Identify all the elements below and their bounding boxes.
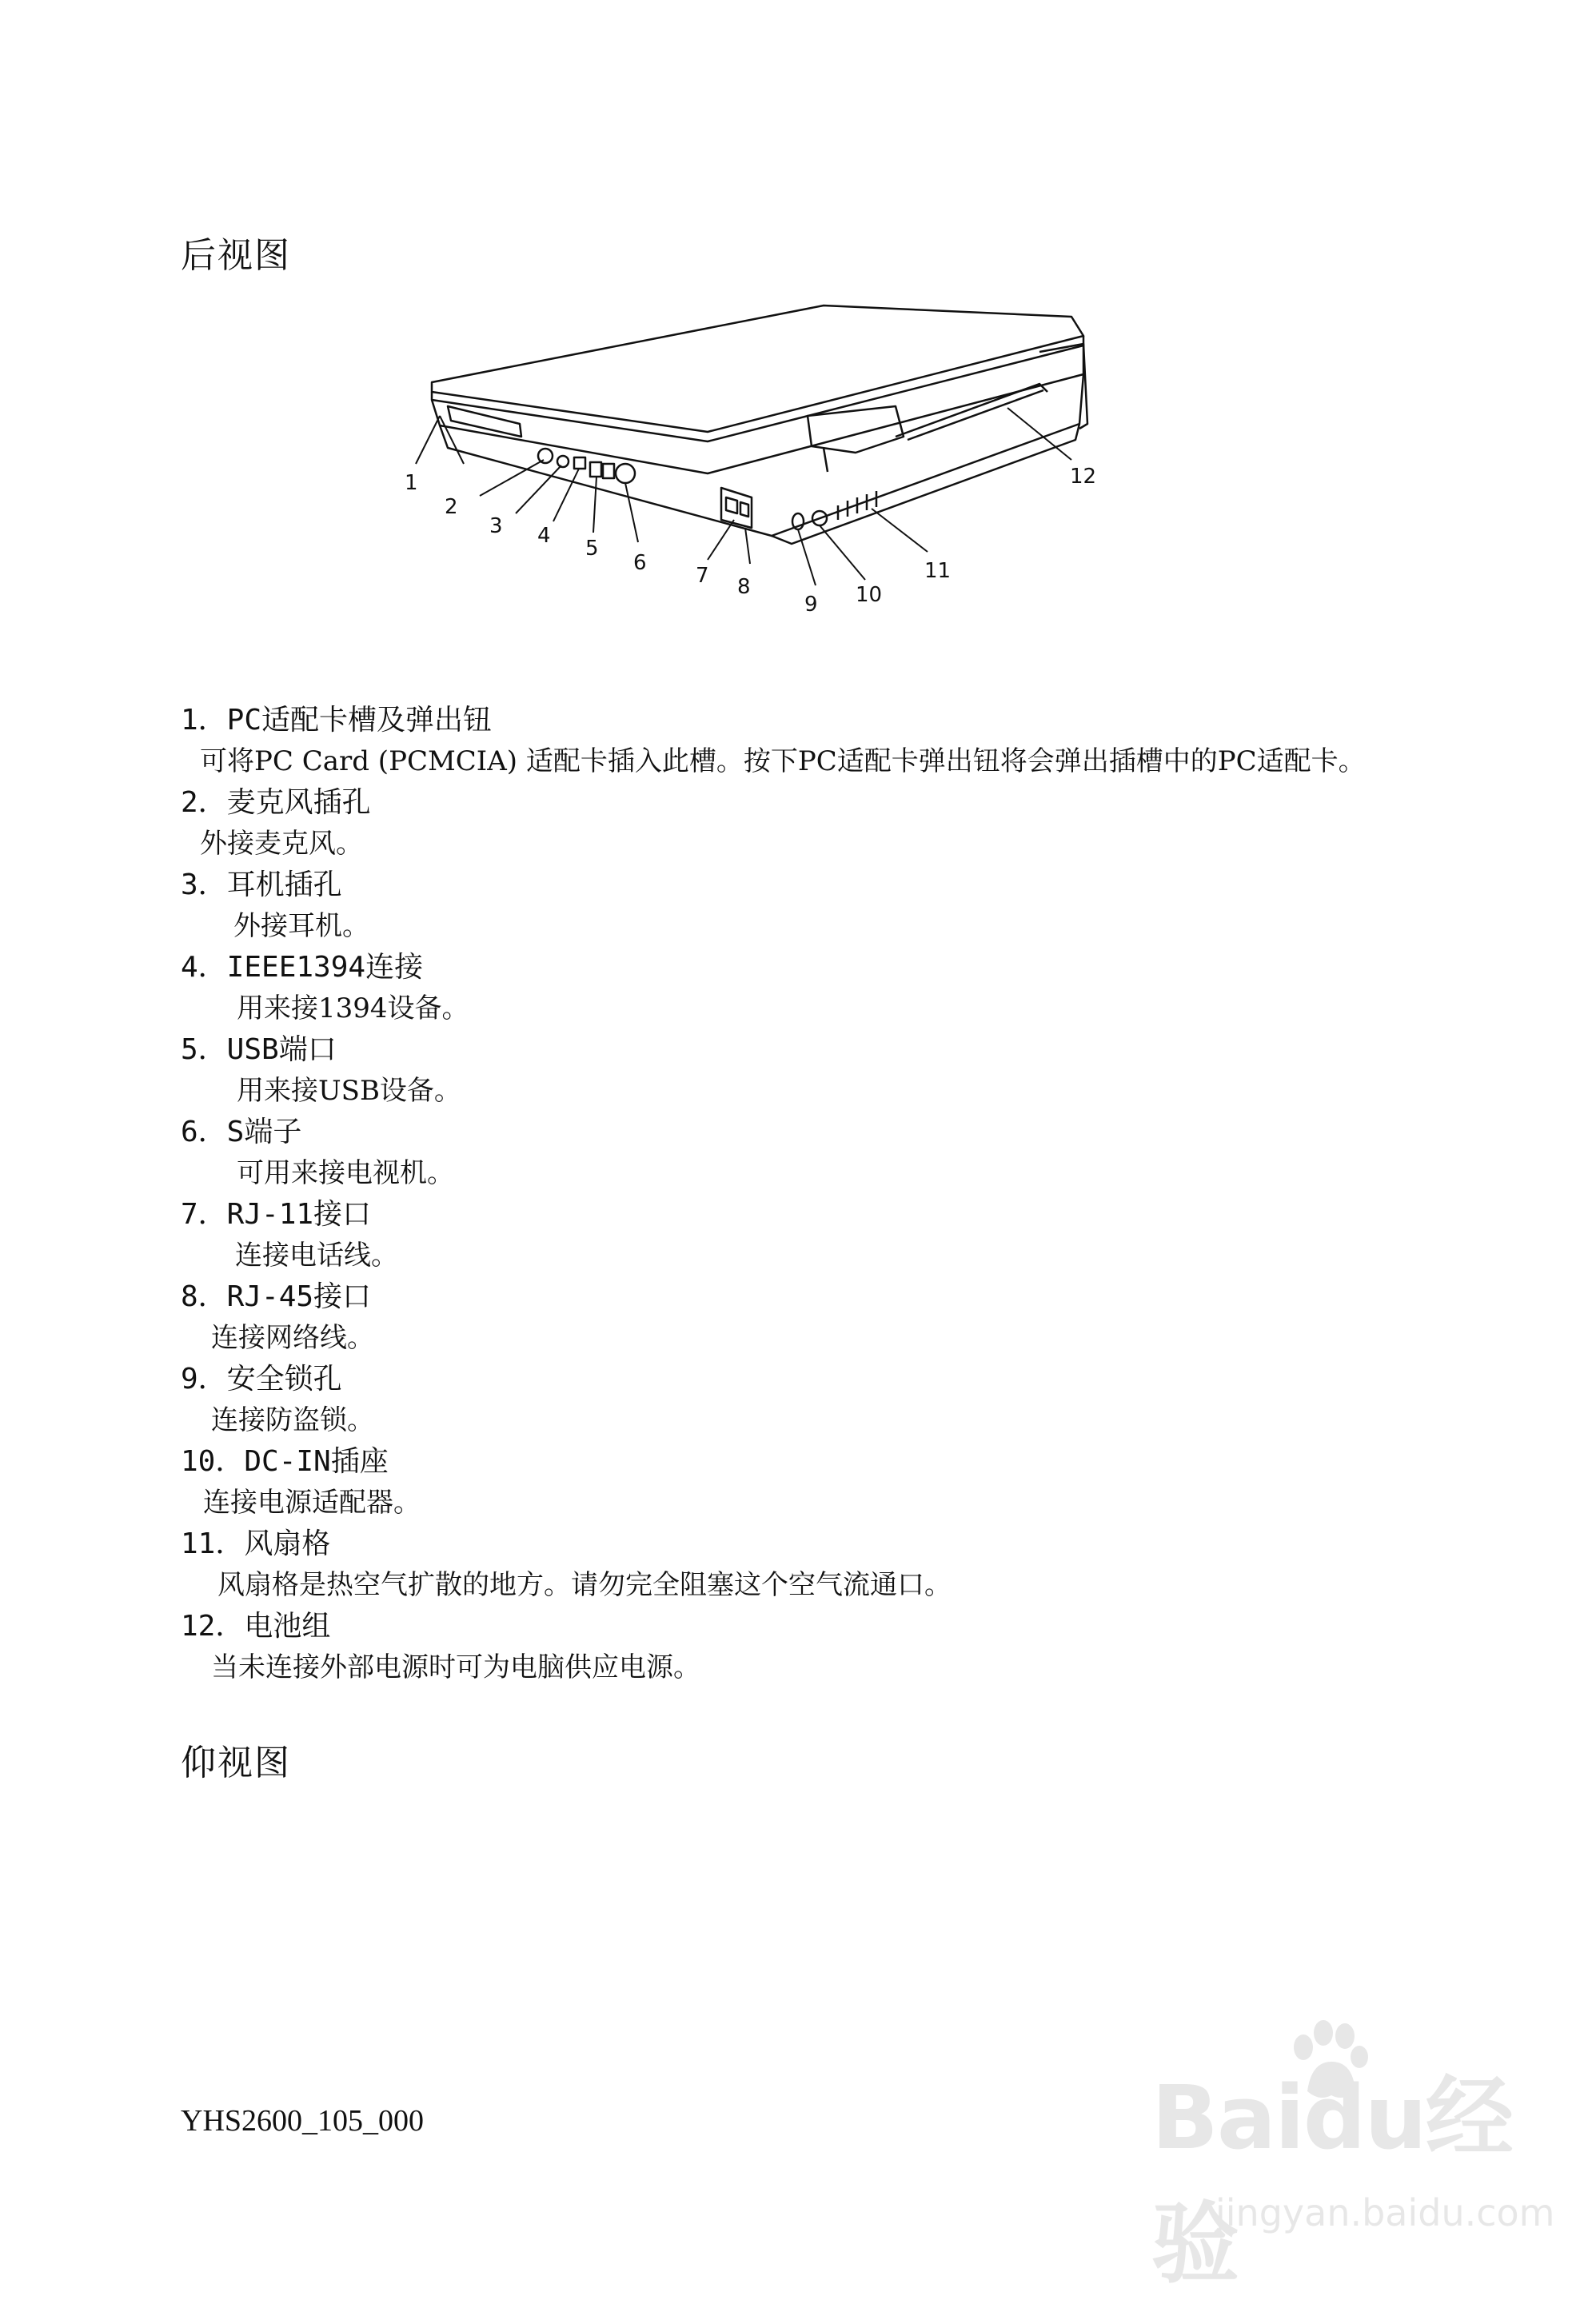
item-title: 6．S端子 — [181, 1116, 302, 1148]
callout-3: 3 — [489, 514, 503, 538]
item-description: 可用来接电视机。 — [237, 1157, 454, 1189]
item-title: 2．麦克风插孔 — [181, 786, 371, 819]
item-description: 连接电话线。 — [235, 1240, 398, 1272]
watermark-url: jingyan.baidu.com — [1215, 2191, 1555, 2234]
list-item — [181, 1030, 1428, 1112]
list-item — [181, 948, 1428, 1030]
callout-1: 1 — [405, 471, 418, 495]
list-item — [181, 1360, 1428, 1442]
callout-8: 8 — [737, 575, 751, 599]
item-title: 1．PC适配卡槽及弹出钮 — [181, 704, 493, 737]
list-item — [181, 1195, 1428, 1277]
callout-6: 6 — [633, 551, 647, 575]
item-description: 外接麦克风。 — [200, 828, 363, 860]
item-description: 外接耳机。 — [233, 910, 369, 942]
list-item — [181, 783, 1428, 865]
list-item — [181, 1607, 1428, 1689]
list-item — [181, 1442, 1428, 1524]
item-title: 4．IEEE1394连接 — [181, 951, 424, 984]
callout-7: 7 — [696, 564, 709, 588]
item-description: 用来接1394设备。 — [237, 992, 469, 1024]
baidu-watermark — [1119, 2015, 1555, 2295]
laptop-rear-diagram — [376, 288, 1223, 656]
list-item — [181, 701, 1428, 783]
item-title: 11．风扇格 — [181, 1527, 331, 1560]
item-description: 连接网络线。 — [211, 1322, 374, 1354]
callout-4: 4 — [537, 524, 551, 548]
callout-11: 11 — [924, 559, 952, 583]
callout-5: 5 — [585, 537, 599, 561]
item-description: 用来接USB设备。 — [237, 1075, 461, 1107]
list-item — [181, 1112, 1428, 1195]
item-description: 连接防盗锁。 — [211, 1404, 374, 1436]
item-description: 连接电源适配器。 — [203, 1487, 421, 1519]
item-title: 9．安全锁孔 — [181, 1363, 342, 1396]
component-list — [181, 701, 1428, 1689]
callout-2: 2 — [445, 495, 458, 519]
item-title: 10．DC-IN插座 — [181, 1445, 389, 1478]
item-title: 7．RJ-11接口 — [181, 1198, 372, 1231]
rear-view-heading: 后视图 — [181, 235, 291, 276]
bottom-view-heading: 仰视图 — [181, 1743, 291, 1783]
item-title: 3．耳机插孔 — [181, 868, 342, 901]
callout-9: 9 — [804, 593, 818, 617]
callout-10: 10 — [856, 583, 883, 607]
item-description: 当未连接外部电源时可为电脑供应电源。 — [211, 1651, 700, 1683]
list-item — [181, 865, 1428, 948]
item-title: 12．电池组 — [181, 1610, 331, 1643]
watermark-logo: Baidu经验 — [1151, 2066, 1512, 2295]
item-title: 5．USB端口 — [181, 1033, 337, 1066]
item-description: 可将PC Card (PCMCIA) 适配卡插入此槽。按下PC适配卡弹出钮将会弹出插槽中的PC适配卡。 — [200, 745, 1366, 777]
callout-12: 12 — [1070, 465, 1097, 489]
item-description: 风扇格是热空气扩散的地方。请勿完全阻塞这个空气流通口。 — [217, 1569, 952, 1601]
item-title: 8．RJ-45接口 — [181, 1280, 372, 1313]
list-item — [181, 1277, 1428, 1360]
list-item — [181, 1524, 1428, 1607]
document-code: YHS2600_105_000 — [181, 2104, 425, 2138]
